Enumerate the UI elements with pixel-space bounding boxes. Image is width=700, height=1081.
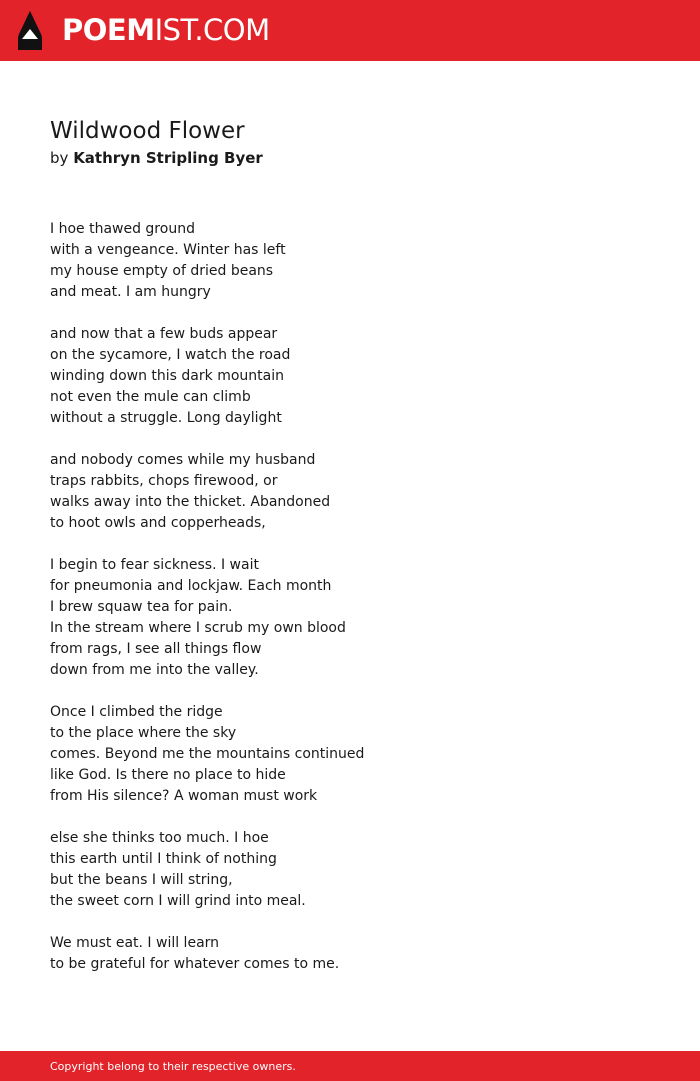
poem-line: and now that a few buds appear xyxy=(50,326,278,342)
poem-line: but the beans I will string, xyxy=(50,872,233,888)
poem-line: We must eat. I will learn xyxy=(50,935,220,951)
poem-stanza xyxy=(50,702,650,807)
poem-line: traps rabbits, chops firewood, or xyxy=(50,473,278,489)
poem-line: and nobody comes while my husband xyxy=(50,452,316,468)
poem-byline xyxy=(50,148,263,169)
poem-line: to hoot owls and copperheads, xyxy=(50,515,266,531)
logo-light-text: IST.COM xyxy=(154,13,270,47)
poem-line: for pneumonia and lockjaw. Each month xyxy=(50,578,332,594)
poem-line: and meat. I am hungry xyxy=(50,284,211,300)
poem-line: I begin to fear sickness. I wait xyxy=(50,557,259,573)
poem-line: the sweet corn I will grind into meal. xyxy=(50,893,306,909)
copyright-notice: Copyright belong to their respective owners. xyxy=(50,1060,296,1073)
poem-body xyxy=(50,219,650,996)
poem-stanza xyxy=(50,450,650,534)
poem-line: comes. Beyond me the mountains continued xyxy=(50,746,365,762)
poem-author: Kathryn Stripling Byer xyxy=(73,149,263,167)
poem-line: down from me into the valley. xyxy=(50,662,259,678)
poem-line: winding down this dark mountain xyxy=(50,368,284,384)
logo-bold-text: POEM xyxy=(62,13,155,47)
poem-line: not even the mule can climb xyxy=(50,389,251,405)
pencil-tip-icon[interactable] xyxy=(17,10,43,51)
poem-line: from His silence? A woman must work xyxy=(50,788,318,804)
poem-stanza xyxy=(50,555,650,681)
by-label: by xyxy=(50,149,69,167)
poem-line: my house empty of dried beans xyxy=(50,263,274,279)
poem-stanza xyxy=(50,828,650,912)
site-footer xyxy=(0,1051,700,1081)
poem-line: walks away into the thicket. Abandoned xyxy=(50,494,331,510)
poem-line: In the stream where I scrub my own blood xyxy=(50,620,346,636)
poem-line: with a vengeance. Winter has left xyxy=(50,242,286,258)
poem-line: like God. Is there no place to hide xyxy=(50,767,286,783)
site-header xyxy=(0,0,700,61)
poem-line: without a struggle. Long daylight xyxy=(50,410,282,426)
poem-line: Once I climbed the ridge xyxy=(50,704,223,720)
poem-line: on the sycamore, I watch the road xyxy=(50,347,291,363)
poem-line: to the place where the sky xyxy=(50,725,237,741)
poem-line: from rags, I see all things flow xyxy=(50,641,262,657)
poem-stanza xyxy=(50,933,650,975)
poem-line: this earth until I think of nothing xyxy=(50,851,277,867)
poem-line: I brew squaw tea for pain. xyxy=(50,599,233,615)
poem-line: else she thinks too much. I hoe xyxy=(50,830,269,846)
poem-stanza xyxy=(50,324,650,429)
poem-line: to be grateful for whatever comes to me. xyxy=(50,956,340,972)
site-logo[interactable] xyxy=(62,13,270,47)
poem-title: Wildwood Flower xyxy=(50,118,245,144)
poem-stanza xyxy=(50,219,650,303)
poem-line: I hoe thawed ground xyxy=(50,221,195,237)
